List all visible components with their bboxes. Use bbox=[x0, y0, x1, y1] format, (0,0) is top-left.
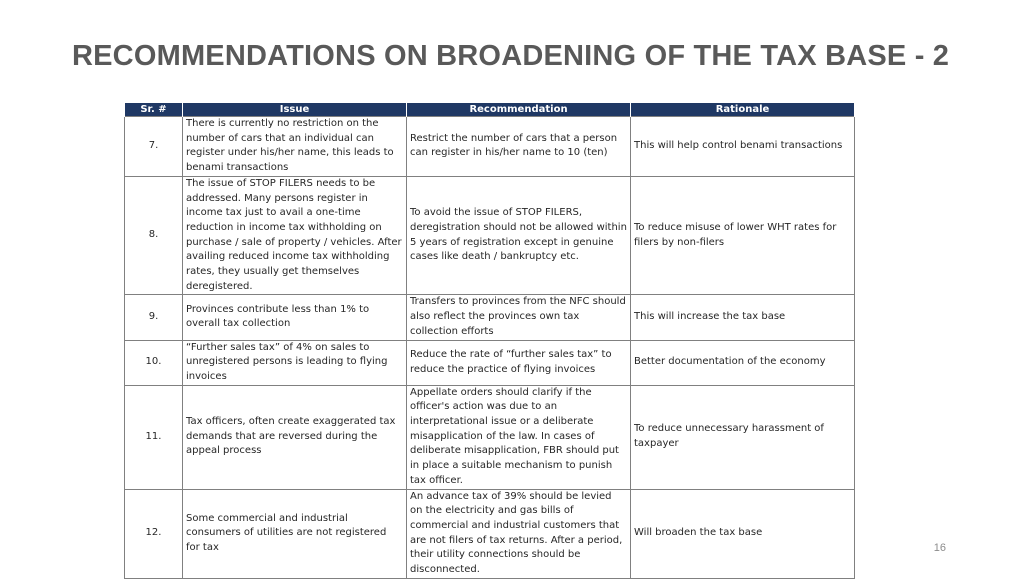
cell-rationale: To reduce misuse of lower WHT rates for filers by non-filers bbox=[631, 176, 855, 295]
cell-issue: The issue of STOP FILERS needs to be addressed. Many persons register in income tax just to avail a one-time reduction in income tax withholding on purchase / sale of property / vehicles. After availing reduced income tax withholding rates, they usually get themselves deregistered. bbox=[183, 176, 407, 295]
header-rationale: Rationale bbox=[631, 103, 855, 117]
cell-issue: “Further sales tax” of 4% on sales to unregistered persons is leading to flying invoices bbox=[183, 340, 407, 385]
cell-issue: Tax officers, often create exaggerated tax demands that are reversed during the appeal process bbox=[183, 385, 407, 489]
recommendations-table bbox=[124, 103, 855, 579]
table-row bbox=[125, 385, 855, 489]
header-issue: Issue bbox=[183, 103, 407, 117]
table-row bbox=[125, 295, 855, 340]
cell-sr: 11. bbox=[125, 385, 183, 489]
header-sr: Sr. # bbox=[125, 103, 183, 117]
cell-recommendation: Restrict the number of cars that a person can register in his/her name to 10 (ten) bbox=[407, 117, 631, 177]
cell-recommendation: Transfers to provinces from the NFC should also reflect the provinces own tax collection efforts bbox=[407, 295, 631, 340]
cell-recommendation: To avoid the issue of STOP FILERS, deregistration should not be allowed within 5 years of registration except in genuine cases like death / bankruptcy etc. bbox=[407, 176, 631, 295]
cell-rationale: This will help control benami transactions bbox=[631, 117, 855, 177]
slide-title: RECOMMENDATIONS ON BROADENING OF THE TAX BASE - 2 bbox=[72, 40, 950, 72]
cell-issue: Provinces contribute less than 1% to overall tax collection bbox=[183, 295, 407, 340]
cell-recommendation: An advance tax of 39% should be levied on the electricity and gas bills of commercial and industrial customers that are not filers of tax returns. After a period, their utility connections should be disconnected. bbox=[407, 489, 631, 578]
page-number: 16 bbox=[933, 542, 946, 554]
cell-rationale: Will broaden the tax base bbox=[631, 489, 855, 578]
cell-sr: 12. bbox=[125, 489, 183, 578]
cell-sr: 8. bbox=[125, 176, 183, 295]
cell-issue: There is currently no restriction on the number of cars that an individual can register under his/her name, this leads to benami transactions bbox=[183, 117, 407, 177]
table-row bbox=[125, 340, 855, 385]
cell-recommendation: Reduce the rate of “further sales tax” to reduce the practice of flying invoices bbox=[407, 340, 631, 385]
table-row bbox=[125, 117, 855, 177]
cell-rationale: This will increase the tax base bbox=[631, 295, 855, 340]
cell-recommendation: Appellate orders should clarify if the officer's action was due to an interpretational issue or a deliberate misapplication of the law. In cases of deliberate misapplication, FBR should put in place a suitable mechanism to punish tax officer. bbox=[407, 385, 631, 489]
table-header-row bbox=[125, 103, 855, 117]
cell-sr: 7. bbox=[125, 117, 183, 177]
cell-rationale: To reduce unnecessary harassment of taxpayer bbox=[631, 385, 855, 489]
table-row bbox=[125, 176, 855, 295]
cell-sr: 9. bbox=[125, 295, 183, 340]
cell-sr: 10. bbox=[125, 340, 183, 385]
cell-issue: Some commercial and industrial consumers of utilities are not registered for tax bbox=[183, 489, 407, 578]
header-recommendation: Recommendation bbox=[407, 103, 631, 117]
table-row bbox=[125, 489, 855, 578]
cell-rationale: Better documentation of the economy bbox=[631, 340, 855, 385]
